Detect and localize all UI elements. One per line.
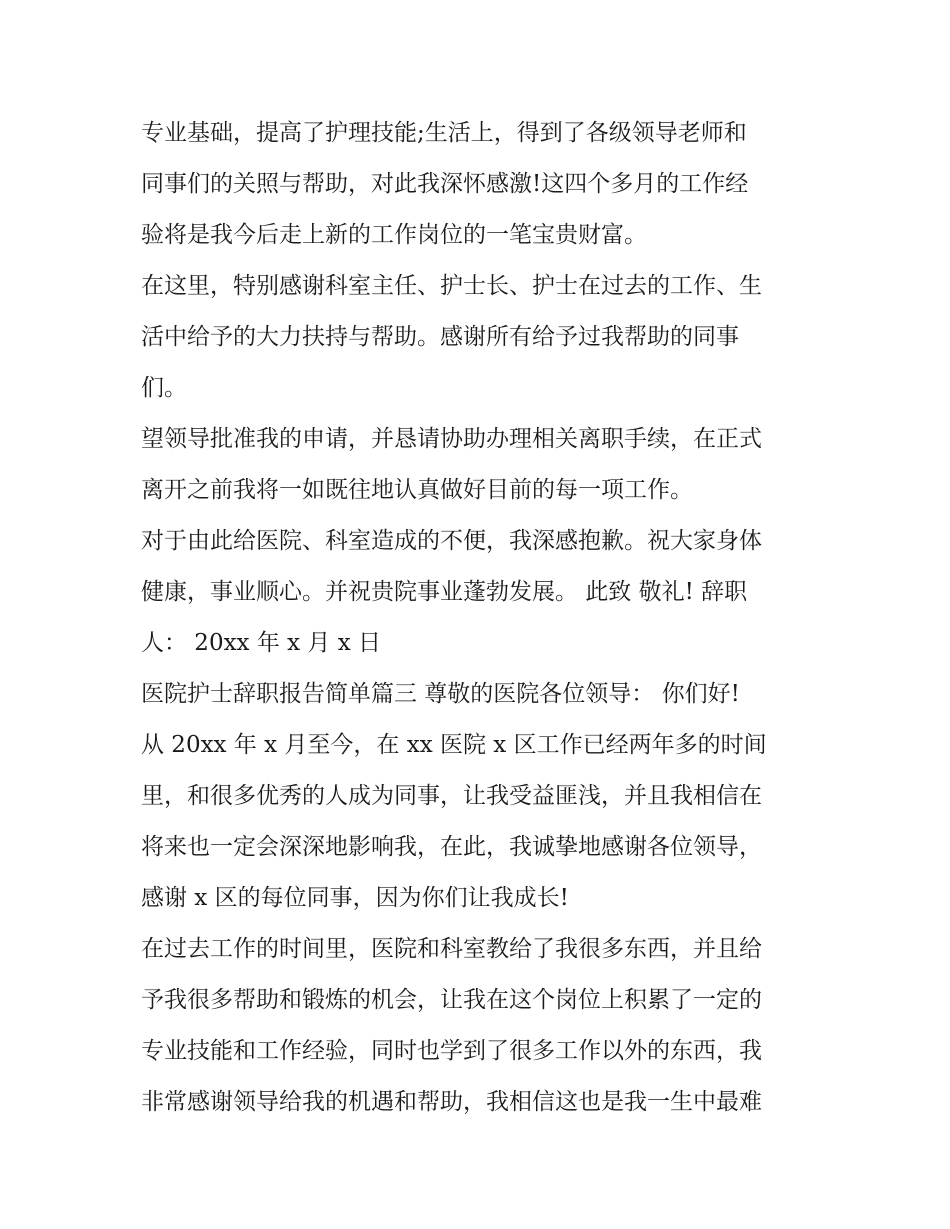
text-line: 予我很多帮助和锻炼的机会，让我在这个岗位上积累了一定的	[141, 987, 762, 1013]
paragraph-4	[141, 516, 821, 669]
text-line: 专业基础，提高了护理技能;生活上，得到了各级领导老师和	[141, 120, 747, 146]
text-line: 活中给予的大力扶持与帮助。感谢所有给予过我帮助的同事	[141, 324, 739, 350]
paragraph-2	[141, 261, 821, 414]
text-line: 同事们的关照与帮助，对此我深怀感激!这四个多月的工作经	[141, 171, 749, 197]
text-line: 健康，事业顺心。并祝贵院事业蓬勃发展。 此致 敬礼! 辞职	[141, 579, 748, 605]
text-line: 验将是我今后走上新的工作岗位的一笔宝贵财富。	[141, 222, 647, 248]
text-line: 离开之前我将一如既往地认真做好目前的每一项工作。	[141, 477, 693, 503]
text-line: 医院护士辞职报告简单篇三 尊敬的医院各位领导： 你们好!	[141, 681, 740, 707]
text-line: 专业技能和工作经验，同时也学到了很多工作以外的东西，我	[141, 1038, 762, 1064]
text-line: 人： 20xx 年 x 月 x 日	[141, 630, 382, 656]
document-body	[141, 108, 821, 1128]
text-line: 望领导批准我的申请，并恳请协助办理相关离职手续，在正式	[141, 426, 762, 452]
text-line: 里，和很多优秀的人成为同事，让我受益匪浅，并且我相信在	[141, 783, 762, 809]
text-line: 感谢 x 区的每位同事，因为你们让我成长!	[141, 885, 569, 911]
paragraph-3	[141, 414, 821, 516]
text-line: 非常感谢领导给我的机遇和帮助，我相信这也是我一生中最难	[141, 1089, 762, 1115]
paragraph-1	[141, 108, 821, 261]
paragraph-6	[141, 924, 821, 1128]
text-line: 从 20xx 年 x 月至今，在 xx 医院 x 区工作已经两年多的时间	[141, 732, 767, 758]
paragraph-5	[141, 720, 821, 924]
text-line: 们。	[141, 375, 187, 401]
text-line: 在这里，特别感谢科室主任、护士长、护士在过去的工作、生	[141, 273, 762, 299]
text-line: 将来也一定会深深地影响我，在此，我诚挚地感谢各位领导，	[141, 834, 762, 860]
section-heading	[141, 669, 821, 720]
text-line: 对于由此给医院、科室造成的不便，我深感抱歉。祝大家身体	[141, 528, 762, 554]
text-line: 在过去工作的时间里，医院和科室教给了我很多东西，并且给	[141, 936, 762, 962]
